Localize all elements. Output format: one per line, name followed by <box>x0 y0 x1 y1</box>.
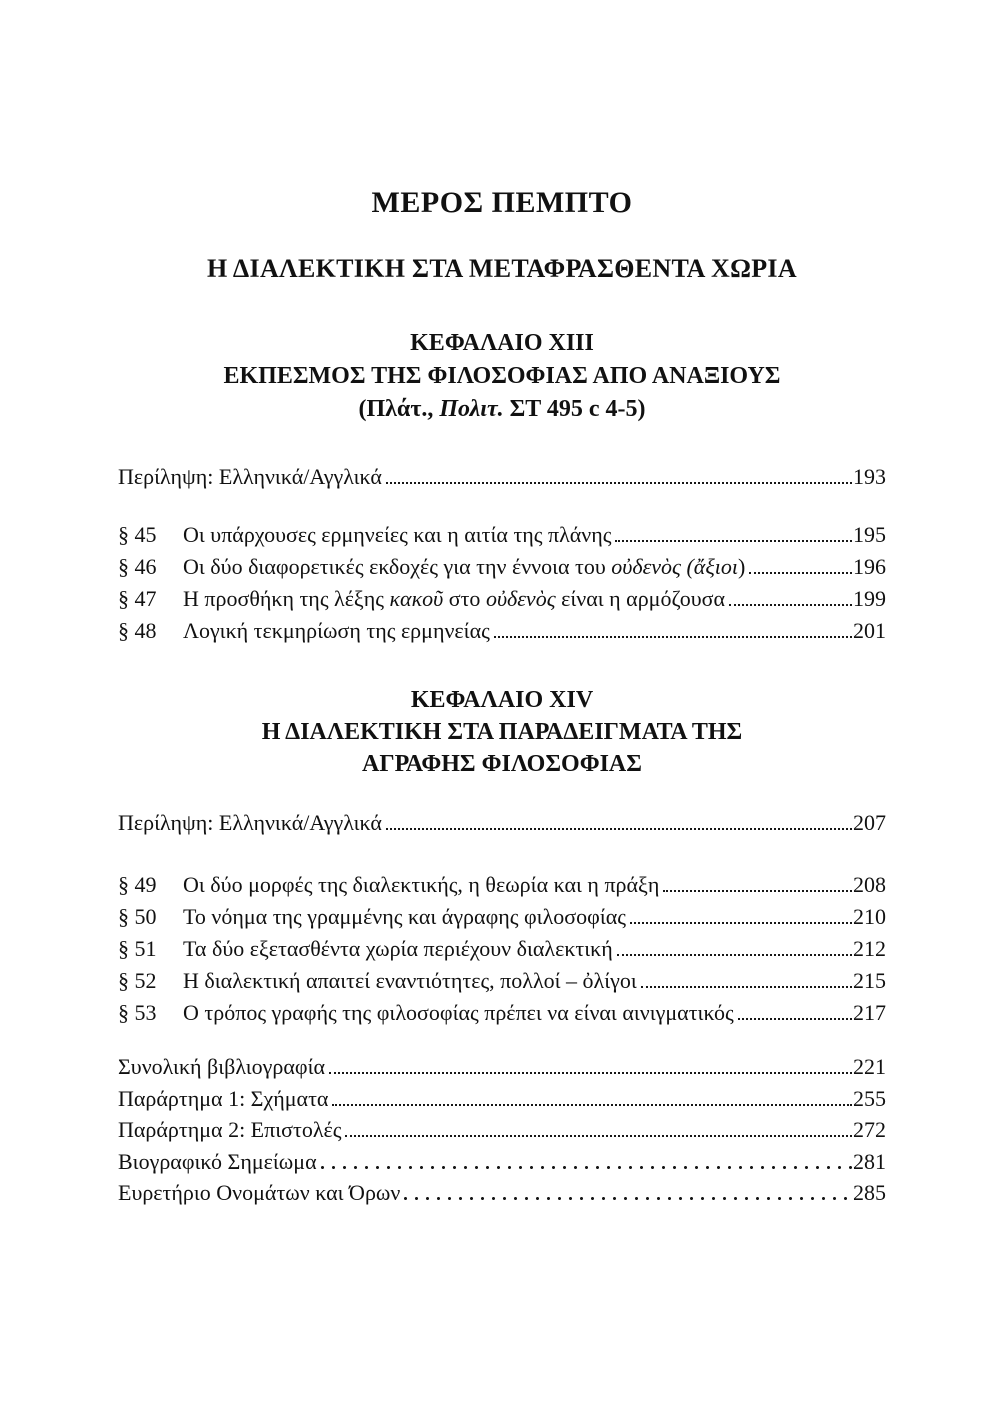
chapter-13-reference: (Πλάτ., Πολιτ. ΣΤ 495 c 4-5) <box>358 396 646 422</box>
toc-entry <box>118 968 886 1000</box>
section-number: § 47 <box>118 586 157 611</box>
dot-leader <box>332 1104 852 1106</box>
section-number: § 53 <box>118 1000 157 1025</box>
toc-entry-label: Οι δύο διαφορετικές εκδοχές για την έννοια του οὐδενὸς (ἄξιοι) <box>183 554 746 579</box>
chapter-14-title: ΚΕΦΑΛΑΙΟ XIV <box>410 687 594 713</box>
toc-entry-page: 195 <box>853 522 886 547</box>
dot-leader <box>617 954 852 956</box>
section-number: § 51 <box>118 936 157 961</box>
dot-leader <box>345 1135 852 1137</box>
toc-entry-label: Λογική τεκμηρίωση της ερμηνείας <box>183 618 490 643</box>
toc-entry-label: Περίληψη: Ελληνικά/Αγγλικά <box>118 810 382 835</box>
toc-entry-page: 272 <box>853 1117 886 1142</box>
chapter-13-summary <box>118 464 886 496</box>
toc-entry <box>118 872 886 904</box>
toc-entry-page: 215 <box>853 968 886 993</box>
section-number: § 48 <box>118 618 157 643</box>
toc-entry <box>118 1000 886 1032</box>
toc-entry-page: 199 <box>853 586 886 611</box>
section-number: § 50 <box>118 904 157 929</box>
toc-entry-label: Οι υπάρχουσες ερμηνείες και η αιτία της πλάνης <box>183 522 612 547</box>
dot-leader <box>386 482 852 484</box>
ellipsis-leader <box>321 1166 852 1169</box>
toc-entry-label: Η προσθήκη της λέξης κακοῦ στο οὐδενὸς είναι η αρμόζουσα <box>183 586 726 611</box>
toc-entry-page: 217 <box>853 1000 886 1025</box>
chapter-14-subtitle-line2: ΑΓΡΑΦΗΣ ΦΙΛΟΣΟΦΙΑΣ <box>362 751 642 777</box>
section-number: § 46 <box>118 554 157 579</box>
toc-entry <box>118 464 886 496</box>
toc-entry <box>118 554 886 586</box>
section-number: § 52 <box>118 968 157 993</box>
toc-entry <box>118 1149 886 1181</box>
toc-entry-page: 193 <box>853 464 886 489</box>
dot-leader <box>729 604 852 606</box>
chapter-14-subtitle-line1: Η ΔΙΑΛΕΚΤΙΚΗ ΣΤΑ ΠΑΡΑΔΕΙΓΜΑΤΑ ΤΗΣ <box>261 719 743 745</box>
dot-leader <box>329 1072 852 1074</box>
toc-entry <box>118 904 886 936</box>
toc-entry-page: 208 <box>853 872 886 897</box>
toc-entry-page: 281 <box>853 1148 886 1174</box>
toc-entry-label: Τα δύο εξετασθέντα χωρία περιέχουν διαλεκτική <box>183 936 613 961</box>
toc-entry-label: Η διαλεκτική απαιτεί εναντιότητες, πολλοί – ὀλίγοι <box>183 968 637 993</box>
toc-entry-page: 255 <box>853 1085 886 1111</box>
toc-entry-label: Παράρτημα 1: Σχήματα <box>118 1085 329 1111</box>
toc-entry <box>118 1180 886 1212</box>
dot-leader <box>738 1018 852 1020</box>
toc-entry <box>118 1086 886 1118</box>
chapter-14-sections <box>118 872 886 1032</box>
toc-entry-page: 221 <box>853 1054 886 1079</box>
dot-leader <box>630 922 852 924</box>
dot-leader <box>749 572 852 574</box>
dot-leader <box>615 540 852 542</box>
toc-entry-label: Οι δύο μορφές της διαλεκτικής, η θεωρία και η πράξη <box>183 872 660 897</box>
toc-entry-page: 212 <box>853 936 886 961</box>
dot-leader <box>663 890 852 892</box>
toc-entry <box>118 810 886 842</box>
toc-entry-page: 201 <box>853 618 886 643</box>
dot-leader <box>494 636 852 638</box>
chapter-13-heading <box>118 327 886 426</box>
toc-entry-page: 285 <box>853 1180 886 1205</box>
toc-entry <box>118 1117 886 1149</box>
toc-entry-label: Παράρτημα 2: Επιστολές <box>118 1117 342 1142</box>
part-subtitle: Η ΔΙΑΛΕΚΤΙΚΗ ΣΤΑ ΜΕΤΑΦΡΑΣΘΕΝΤΑ ΧΩΡΙΑ <box>207 254 797 283</box>
toc-entry <box>118 586 886 618</box>
dot-leader <box>386 828 852 830</box>
ellipsis-leader <box>404 1197 852 1200</box>
toc-entry-page: 207 <box>853 810 886 835</box>
part-title: ΜΕΡΟΣ ΠΕΜΠΤΟ <box>371 186 633 219</box>
toc-entry-page: 210 <box>853 904 886 929</box>
toc-entry-label: Το νόημα της γραμμένης και άγραφης φιλοσοφίας <box>183 904 626 929</box>
toc-entry-label: Συνολική βιβλιογραφία <box>118 1054 326 1079</box>
chapter-14-heading <box>118 684 886 780</box>
toc-entry-label: Περίληψη: Ελληνικά/Αγγλικά <box>118 464 382 489</box>
chapter-13-title: ΚΕΦΑΛΑΙΟ XIII <box>410 330 594 356</box>
chapter-13-subtitle: ΕΚΠΕΣΜΟΣ ΤΗΣ ΦΙΛΟΣΟΦΙΑΣ ΑΠΟ ΑΝΑΞΙΟΥΣ <box>223 363 781 389</box>
end-matter-list <box>118 1054 886 1212</box>
section-number: § 45 <box>118 522 157 547</box>
toc-entry-label: Ο τρόπος γραφής της φιλοσοφίας πρέπει να είναι αινιγματικός <box>183 1000 734 1025</box>
section-number: § 49 <box>118 872 157 897</box>
toc-entry <box>118 522 886 554</box>
toc-entry-label: Βιογραφικό Σημείωμα <box>118 1148 317 1174</box>
toc-entry <box>118 618 886 650</box>
toc-entry <box>118 936 886 968</box>
toc-entry <box>118 1054 886 1086</box>
toc-entry-page: 196 <box>853 554 886 579</box>
chapter-13-sections <box>118 522 886 650</box>
toc-entry-label: Ευρετήριο Ονομάτων και Όρων <box>118 1180 401 1205</box>
dot-leader <box>641 986 852 988</box>
chapter-14-summary <box>118 810 886 842</box>
